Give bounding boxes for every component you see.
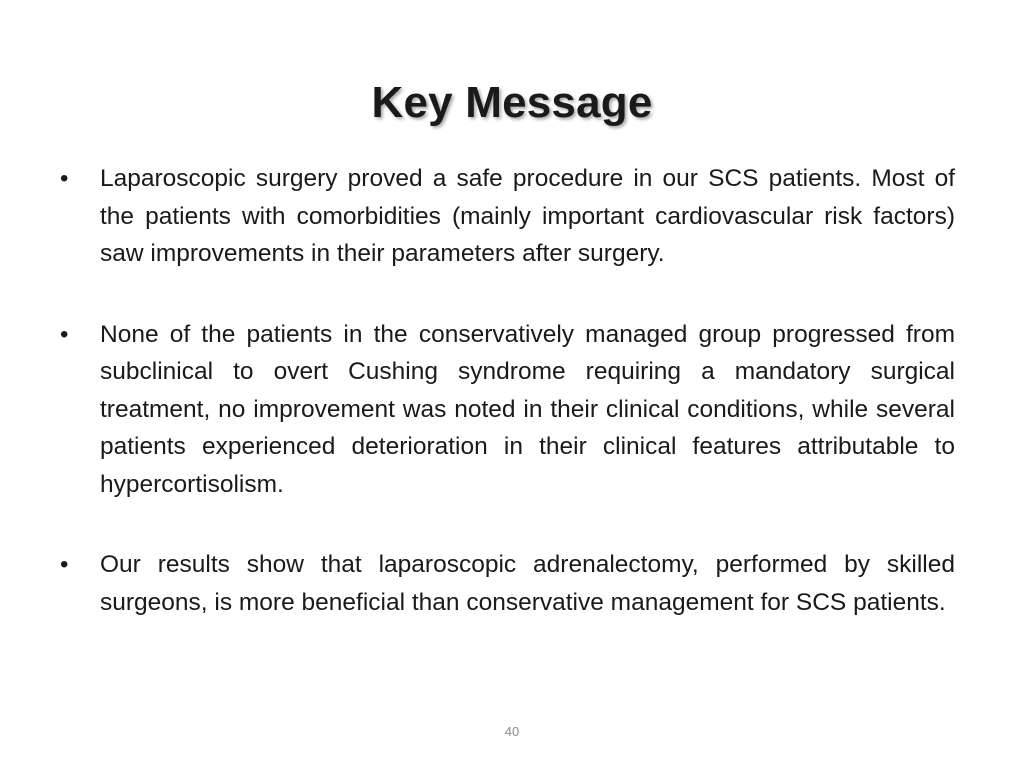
slide-title: Key Message (371, 78, 653, 128)
bullet-text: None of the patients in the conservatively managed group progressed from subclinical to overt Cushing syndrome requiring a mandatory surgical treatment, no improvement was noted in their clinical conditions, while several patients experienced deterioration in their clinical features attributable to hypercortisolism. (100, 320, 955, 498)
bullet-item (60, 316, 955, 504)
bullet-list (60, 160, 955, 621)
bullet-item (60, 546, 955, 621)
bullet-text: Laparoscopic surgery proved a safe procedure in our SCS patients. Most of the patients with comorbidities (mainly important cardiovascular risk factors) saw improvements in their parameters after surgery. (100, 165, 955, 267)
bullet-item (60, 160, 955, 273)
bullet-dot-icon: • (60, 551, 69, 578)
bullet-text: Our results show that laparoscopic adrenalectomy, performed by skilled surgeons, is more beneficial than conservative management for SCS patients. (100, 551, 955, 616)
page-number: 40 (504, 724, 520, 739)
bullet-dot-icon: • (60, 320, 69, 348)
bullet-dot-icon: • (60, 165, 69, 192)
